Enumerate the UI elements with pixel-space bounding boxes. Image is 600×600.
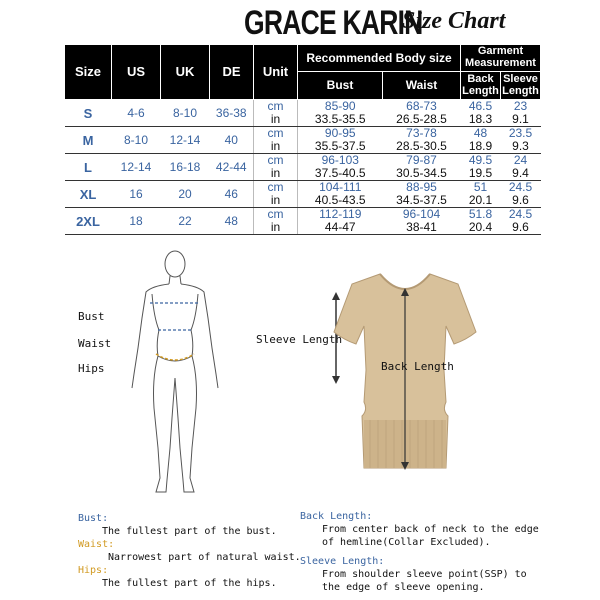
back-length-label: Back Length bbox=[381, 360, 454, 373]
in-unit: in bbox=[254, 167, 298, 181]
in-waist: 28.5-30.5 bbox=[383, 140, 461, 154]
size-label: XL bbox=[65, 181, 112, 208]
figure-label-bust: Bust bbox=[78, 310, 105, 323]
cm-back: 51 bbox=[473, 180, 488, 194]
de-size: 36-38 bbox=[210, 100, 254, 127]
in-back: 18.3 bbox=[461, 113, 501, 127]
uk-size: 20 bbox=[161, 181, 210, 208]
size-row-cm bbox=[65, 127, 541, 141]
cm-sleeve: 24 bbox=[513, 153, 528, 167]
cm-waist: 88-95 bbox=[406, 180, 437, 194]
in-waist: 38-41 bbox=[383, 221, 461, 235]
hips-guide-line bbox=[156, 354, 194, 360]
header-bust: Bust bbox=[298, 72, 383, 100]
cm-back: 46.5 bbox=[468, 99, 493, 113]
cm-bust: 90-95 bbox=[324, 126, 356, 140]
cm-back: 49.5 bbox=[468, 153, 493, 167]
size-label: 2XL bbox=[65, 208, 112, 235]
brand-logo: GRACE KARIN bbox=[244, 4, 423, 42]
in-bust: 33.5-35.5 bbox=[298, 113, 383, 127]
cm-unit: cm bbox=[254, 181, 298, 195]
size-chart-table bbox=[64, 44, 541, 235]
in-unit: in bbox=[254, 221, 298, 235]
uk-size: 8-10 bbox=[161, 100, 210, 127]
in-sleeve: 9.6 bbox=[501, 221, 541, 235]
in-back: 19.5 bbox=[461, 167, 501, 181]
header-uk: UK bbox=[161, 45, 210, 100]
in-waist: 34.5-37.5 bbox=[383, 194, 461, 208]
in-bust: 40.5-43.5 bbox=[298, 194, 383, 208]
sleeve-length-term: Sleeve Length: bbox=[300, 556, 385, 567]
us-size: 12-14 bbox=[112, 154, 161, 181]
de-size: 46 bbox=[210, 181, 254, 208]
bust-term: Bust: bbox=[78, 513, 109, 524]
uk-size: 16-18 bbox=[161, 154, 210, 181]
de-size: 48 bbox=[210, 208, 254, 235]
in-bust: 35.5-37.5 bbox=[298, 140, 383, 154]
size-row-cm bbox=[65, 181, 541, 195]
size-row-cm bbox=[65, 208, 541, 222]
size-label: L bbox=[65, 154, 112, 181]
figure-label-waist: Waist bbox=[78, 337, 112, 350]
back-length-definition-2: of hemline(Collar Excluded). bbox=[322, 537, 491, 548]
cm-sleeve: 23 bbox=[513, 99, 528, 113]
waist-term: Waist: bbox=[78, 539, 115, 550]
header-size: Size bbox=[65, 45, 112, 100]
in-sleeve: 9.1 bbox=[501, 113, 541, 127]
header-unit: Unit bbox=[254, 45, 298, 100]
size-row-cm bbox=[65, 154, 541, 168]
in-sleeve: 9.3 bbox=[501, 140, 541, 154]
us-size: 8-10 bbox=[112, 127, 161, 154]
cm-waist: 73-78 bbox=[406, 126, 437, 140]
cm-back: 48 bbox=[473, 126, 488, 140]
in-bust: 37.5-40.5 bbox=[298, 167, 383, 181]
cm-waist: 79-87 bbox=[406, 153, 437, 167]
cm-unit: cm bbox=[254, 127, 298, 141]
cm-back: 51.8 bbox=[468, 207, 493, 221]
sleeve-length-definition-2: the edge of sleeve opening. bbox=[322, 582, 485, 593]
cm-sleeve: 23.5 bbox=[508, 126, 533, 140]
cm-bust: 96-103 bbox=[321, 153, 359, 167]
figure-label-hips: Hips bbox=[78, 362, 105, 375]
cm-sleeve: 24.5 bbox=[508, 207, 533, 221]
header-waist: Waist bbox=[383, 72, 461, 100]
us-size: 16 bbox=[112, 181, 161, 208]
us-size: 4-6 bbox=[112, 100, 161, 127]
back-length-definition-1: From center back of neck to the edge bbox=[322, 524, 539, 535]
uk-size: 12-14 bbox=[161, 127, 210, 154]
cm-unit: cm bbox=[254, 154, 298, 168]
in-back: 20.4 bbox=[461, 221, 501, 235]
in-sleeve: 9.4 bbox=[501, 167, 541, 181]
size-table-body bbox=[65, 100, 541, 235]
us-size: 18 bbox=[112, 208, 161, 235]
in-waist: 30.5-34.5 bbox=[383, 167, 461, 181]
size-row-cm bbox=[65, 100, 541, 114]
sleeve-length-definition-1: From shoulder sleeve point(SSP) to bbox=[322, 569, 527, 580]
page-title: Size Chart bbox=[402, 8, 506, 34]
in-unit: in bbox=[254, 194, 298, 208]
header-garment: Garment Measurement bbox=[461, 45, 541, 72]
cm-waist: 68-73 bbox=[406, 99, 437, 113]
header-recommended: Recommended Body size bbox=[298, 45, 461, 72]
header-de: DE bbox=[210, 45, 254, 100]
cm-waist: 96-104 bbox=[402, 207, 441, 221]
header-back-length: Back Length bbox=[461, 72, 501, 100]
bust-definition: The fullest part of the bust. bbox=[102, 526, 277, 537]
de-size: 42-44 bbox=[210, 154, 254, 181]
cm-bust: 104-111 bbox=[319, 180, 362, 194]
cm-sleeve: 24.5 bbox=[508, 180, 533, 194]
in-unit: in bbox=[254, 140, 298, 154]
in-unit: in bbox=[254, 113, 298, 127]
definitions-right bbox=[300, 510, 539, 594]
in-sleeve: 9.6 bbox=[501, 194, 541, 208]
waist-definition: Narrowest part of natural waist. bbox=[108, 552, 301, 563]
header-sleeve-length: Sleeve Length bbox=[501, 72, 541, 100]
cm-unit: cm bbox=[254, 100, 298, 114]
hips-definition: The fullest part of the hips. bbox=[102, 578, 277, 589]
size-label: M bbox=[65, 127, 112, 154]
uk-size: 22 bbox=[161, 208, 210, 235]
cm-unit: cm bbox=[254, 208, 298, 222]
size-label: S bbox=[65, 100, 112, 127]
in-back: 18.9 bbox=[461, 140, 501, 154]
hips-term: Hips: bbox=[78, 565, 109, 576]
in-bust: 44-47 bbox=[298, 221, 383, 235]
header-us: US bbox=[112, 45, 161, 100]
body-figure-illustration bbox=[112, 248, 242, 500]
sleeve-length-label: Sleeve Length bbox=[256, 333, 343, 346]
cm-bust: 112-119 bbox=[319, 207, 362, 221]
in-back: 20.1 bbox=[461, 194, 501, 208]
cm-bust: 85-90 bbox=[324, 99, 356, 113]
definitions-left bbox=[78, 512, 301, 590]
in-waist: 26.5-28.5 bbox=[383, 113, 461, 127]
back-length-term: Back Length: bbox=[300, 511, 373, 522]
de-size: 40 bbox=[210, 127, 254, 154]
